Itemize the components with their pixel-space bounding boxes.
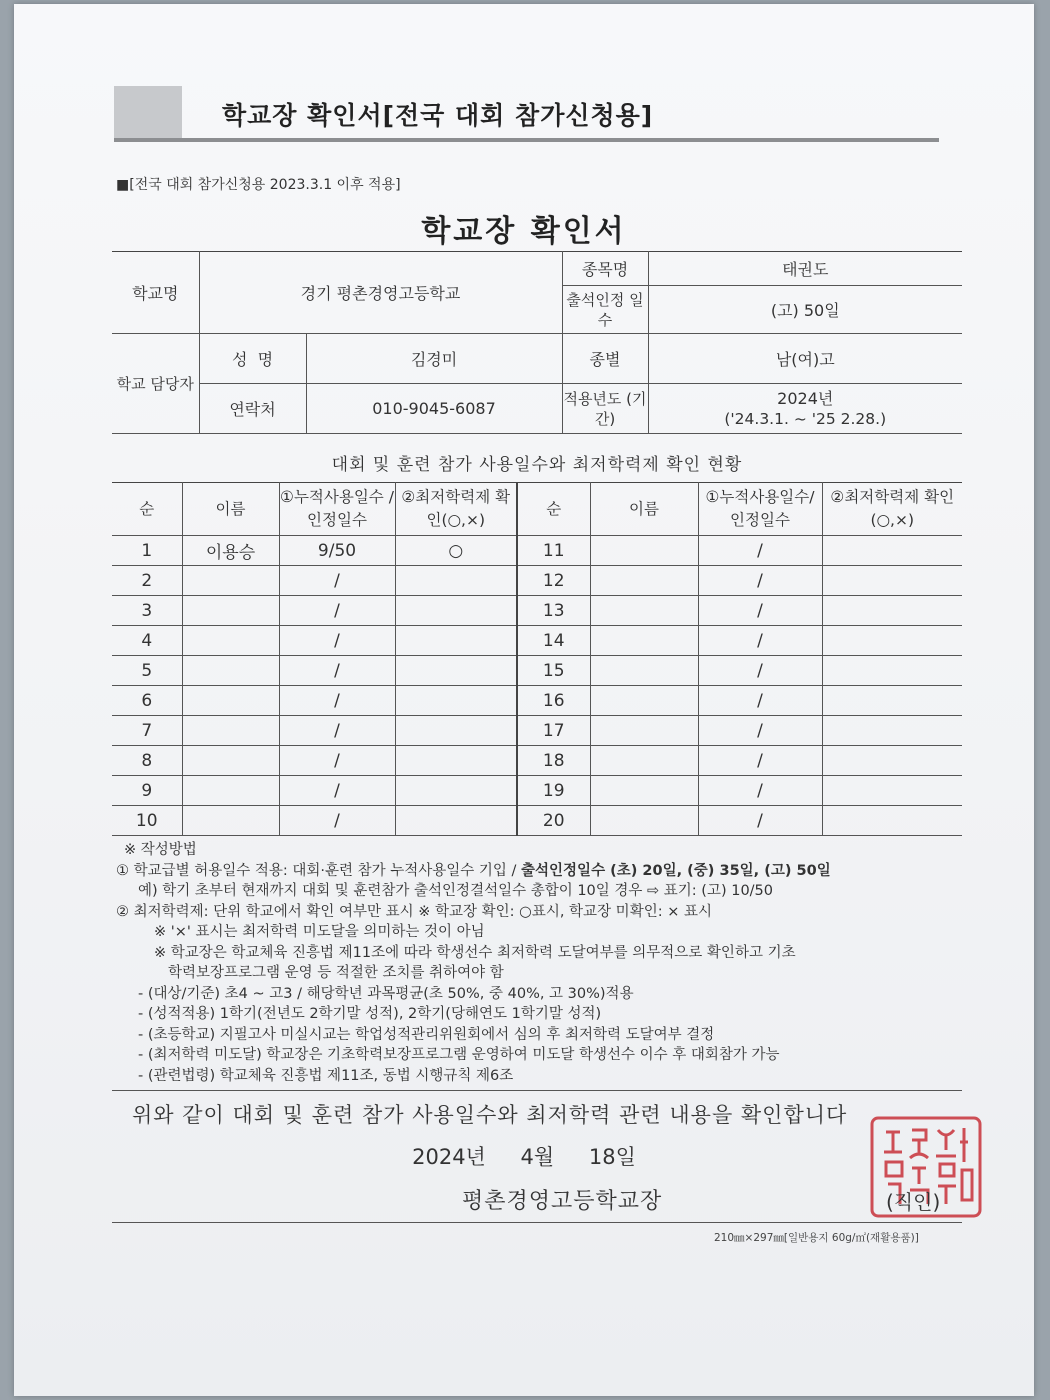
school-name-label: 학교명 [112, 252, 199, 334]
paper-spec: 210㎜×297㎜[일반용지 60g/㎡(재활용품)] [714, 1232, 919, 1244]
detail-5: - (관련법령) 학교체육 진흥법 제11조, 동법 시행규칙 제6조 [138, 1067, 514, 1084]
row-days-2: / [698, 806, 822, 836]
row-check [395, 746, 517, 776]
row-days-2: / [698, 626, 822, 656]
row-check [395, 626, 517, 656]
row-days-2: / [698, 536, 822, 566]
row-check [395, 686, 517, 716]
year-value: 2024년 [777, 388, 834, 408]
row-check [395, 656, 517, 686]
note-1-example: 예) 학기 초부터 현재까지 대회 및 훈련참가 출석인정결석일수 총합이 10일 경우 ⇨ 표기: (고) 10/50 [138, 883, 774, 899]
document-title: 학교장 확인서 [421, 214, 627, 249]
row-check-2 [822, 626, 962, 656]
contact-label: 연락처 [199, 384, 306, 434]
footer-rule-bottom [112, 1222, 962, 1223]
row-check-2 [822, 686, 962, 716]
row-no: 8 [112, 746, 182, 776]
note-1-bold: 출석인정일수 (초) 20일, (중) 35일, (고) 50일 [521, 862, 831, 879]
row-days: 9/50 [279, 536, 395, 566]
row-no-2: 17 [517, 716, 590, 746]
sport-value: 태권도 [648, 252, 962, 286]
row-days-2: / [698, 656, 822, 686]
manager-name-label: 성 명 [199, 334, 306, 384]
row-check: ○ [395, 536, 517, 566]
row-name-2 [590, 746, 698, 776]
row-days: / [279, 626, 395, 656]
row-no-2: 14 [517, 626, 590, 656]
header-rule [114, 138, 939, 142]
row-no: 2 [112, 566, 182, 596]
row-name [182, 566, 279, 596]
row-check [395, 716, 517, 746]
row-days-2: / [698, 566, 822, 596]
row-name-2 [590, 656, 698, 686]
notes-heading: ※ 작성방법 [124, 842, 197, 858]
manager-name-value: 김경미 [306, 334, 562, 384]
row-no-2: 11 [517, 536, 590, 566]
row-name-2 [590, 626, 698, 656]
contact-value: 010-9045-6087 [306, 384, 562, 434]
header-title: 학교장 확인서[전국 대회 참가신청용] [222, 101, 654, 130]
row-days: / [279, 746, 395, 776]
row-check [395, 776, 517, 806]
category-label: 종별 [562, 334, 648, 384]
note-1 [116, 861, 976, 882]
row-name [182, 596, 279, 626]
header-name-2: 이름 [590, 483, 698, 536]
row-days: / [279, 656, 395, 686]
row-name-2 [590, 776, 698, 806]
header-check-2: ②최저학력제 확인(○,×) [822, 483, 962, 536]
row-days: / [279, 686, 395, 716]
row-no: 7 [112, 716, 182, 746]
table-row [112, 716, 962, 746]
note-2: ② 최저학력제: 단위 학교에서 확인 여부만 표시 ※ 학교장 확인: ○표시, 학교장 미확인: × 표시 [116, 903, 712, 920]
form-version-note: ■[전국 대회 참가신청용 2023.3.1 이후 적용] [116, 177, 401, 193]
row-no: 10 [112, 806, 182, 836]
row-days-2: / [698, 596, 822, 626]
principal-name: 평촌경영고등학교장 [462, 1189, 663, 1214]
table-row [112, 746, 962, 776]
row-no: 6 [112, 686, 182, 716]
row-name: 이용승 [182, 536, 279, 566]
row-days: / [279, 566, 395, 596]
document-page [14, 4, 1034, 1396]
header-name: 이름 [182, 483, 279, 536]
row-name [182, 806, 279, 836]
detail-3: - (초등학교) 지필고사 미실시교는 학업성적관리위원회에서 심의 후 최저학력 도달여부 결정 [138, 1026, 715, 1043]
row-name [182, 716, 279, 746]
row-name [182, 656, 279, 686]
note-2-b2: 학력보장프로그램 운영 등 적절한 조치를 취하여야 함 [168, 965, 504, 981]
table-row [112, 566, 962, 596]
attendance-label: 출석인정 일수 [562, 286, 648, 334]
date-day: 18일 [588, 1145, 636, 1169]
table-row [112, 536, 962, 566]
row-check-2 [822, 596, 962, 626]
row-no-2: 13 [517, 596, 590, 626]
row-check [395, 566, 517, 596]
row-days: / [279, 596, 395, 626]
row-name-2 [590, 566, 698, 596]
row-name [182, 746, 279, 776]
header-days: ①누적사용일수 /인정일수 [279, 483, 395, 536]
header-no: 순 [112, 483, 182, 536]
row-check-2 [822, 566, 962, 596]
category-value: 남(여)고 [648, 334, 962, 384]
participation-rows [112, 536, 962, 836]
section-title: 대회 및 훈련 참가 사용일수와 최저학력제 확인 현황 [331, 455, 743, 475]
school-manager-label: 학교 담당자 [112, 334, 199, 434]
row-no-2: 12 [517, 566, 590, 596]
row-no: 5 [112, 656, 182, 686]
date-year: 2024년 [412, 1145, 486, 1169]
note-1-text: ① 학교급별 허용일수 적용: 대회·훈련 참가 누적사용일수 기입 / [116, 862, 522, 879]
row-check [395, 806, 517, 836]
row-name [182, 686, 279, 716]
row-name-2 [590, 596, 698, 626]
row-no-2: 15 [517, 656, 590, 686]
row-no: 9 [112, 776, 182, 806]
row-no-2: 18 [517, 746, 590, 776]
row-name-2 [590, 536, 698, 566]
row-check-2 [822, 746, 962, 776]
footer-rule-top [112, 1090, 962, 1091]
row-check-2 [822, 656, 962, 686]
row-no-2: 19 [517, 776, 590, 806]
year-label: 적용년도 (기간) [562, 384, 648, 434]
school-name-value: 경기 평촌경영고등학교 [199, 252, 562, 334]
row-name-2 [590, 716, 698, 746]
row-days-2: / [698, 746, 822, 776]
date-month: 4월 [520, 1145, 555, 1169]
header-gray-block [114, 86, 182, 138]
instructions [116, 840, 976, 1086]
row-check-2 [822, 806, 962, 836]
attendance-value: (고) 50일 [648, 286, 962, 334]
confirmation-statement: 위와 같이 대회 및 훈련 참가 사용일수와 최저학력 관련 내용을 확인합니다 [132, 1103, 848, 1127]
row-no-2: 16 [517, 686, 590, 716]
row-days-2: / [698, 686, 822, 716]
row-name-2 [590, 806, 698, 836]
row-name [182, 776, 279, 806]
row-days: / [279, 806, 395, 836]
header-days-2: ①누적사용일수/ 인정일수 [698, 483, 822, 536]
row-name-2 [590, 686, 698, 716]
row-no-2: 20 [517, 806, 590, 836]
detail-1: - (대상/기준) 초4 ~ 고3 / 해당학년 과목평균(초 50%, 중 40%, 고 30%)적용 [138, 985, 634, 1002]
header-check: ②최저학력제 확인(○,×) [395, 483, 517, 536]
table-row [112, 686, 962, 716]
row-no: 4 [112, 626, 182, 656]
row-check [395, 596, 517, 626]
table-row [112, 626, 962, 656]
row-no: 3 [112, 596, 182, 626]
school-info-table [112, 251, 962, 434]
row-days-2: / [698, 776, 822, 806]
table-row [112, 656, 962, 686]
header-no-2: 순 [517, 483, 590, 536]
note-2-a: ※ '×' 표시는 최저학력 미도달을 의미하는 것이 아님 [154, 924, 485, 940]
year-value-cell [648, 384, 962, 434]
row-check-2 [822, 716, 962, 746]
period-value: ('24.3.1. ~ '25 2.28.) [724, 409, 887, 428]
table-row [112, 776, 962, 806]
seal-label: (직인) [886, 1190, 941, 1214]
table-row [112, 806, 962, 836]
row-days: / [279, 776, 395, 806]
detail-2: - (성적적용) 1학기(전년도 2학기말 성적), 2학기(당해연도 1학기말 성적) [138, 1006, 602, 1022]
sport-label: 종목명 [562, 252, 648, 286]
row-days-2: / [698, 716, 822, 746]
row-name [182, 626, 279, 656]
row-check-2 [822, 776, 962, 806]
row-days: / [279, 716, 395, 746]
table-row [112, 596, 962, 626]
detail-4: - (최저학력 미도달) 학교장은 기초학력보장프로그램 운영하여 미도달 학생선수 이수 후 대회참가 가능 [138, 1047, 780, 1063]
row-check-2 [822, 536, 962, 566]
note-2-b1: ※ 학교장은 학교체육 진흥법 제11조에 따라 학생선수 최저학력 도달여부를 의무적으로 확인하고 기초 [154, 944, 796, 961]
participation-table [112, 482, 962, 836]
row-no: 1 [112, 536, 182, 566]
